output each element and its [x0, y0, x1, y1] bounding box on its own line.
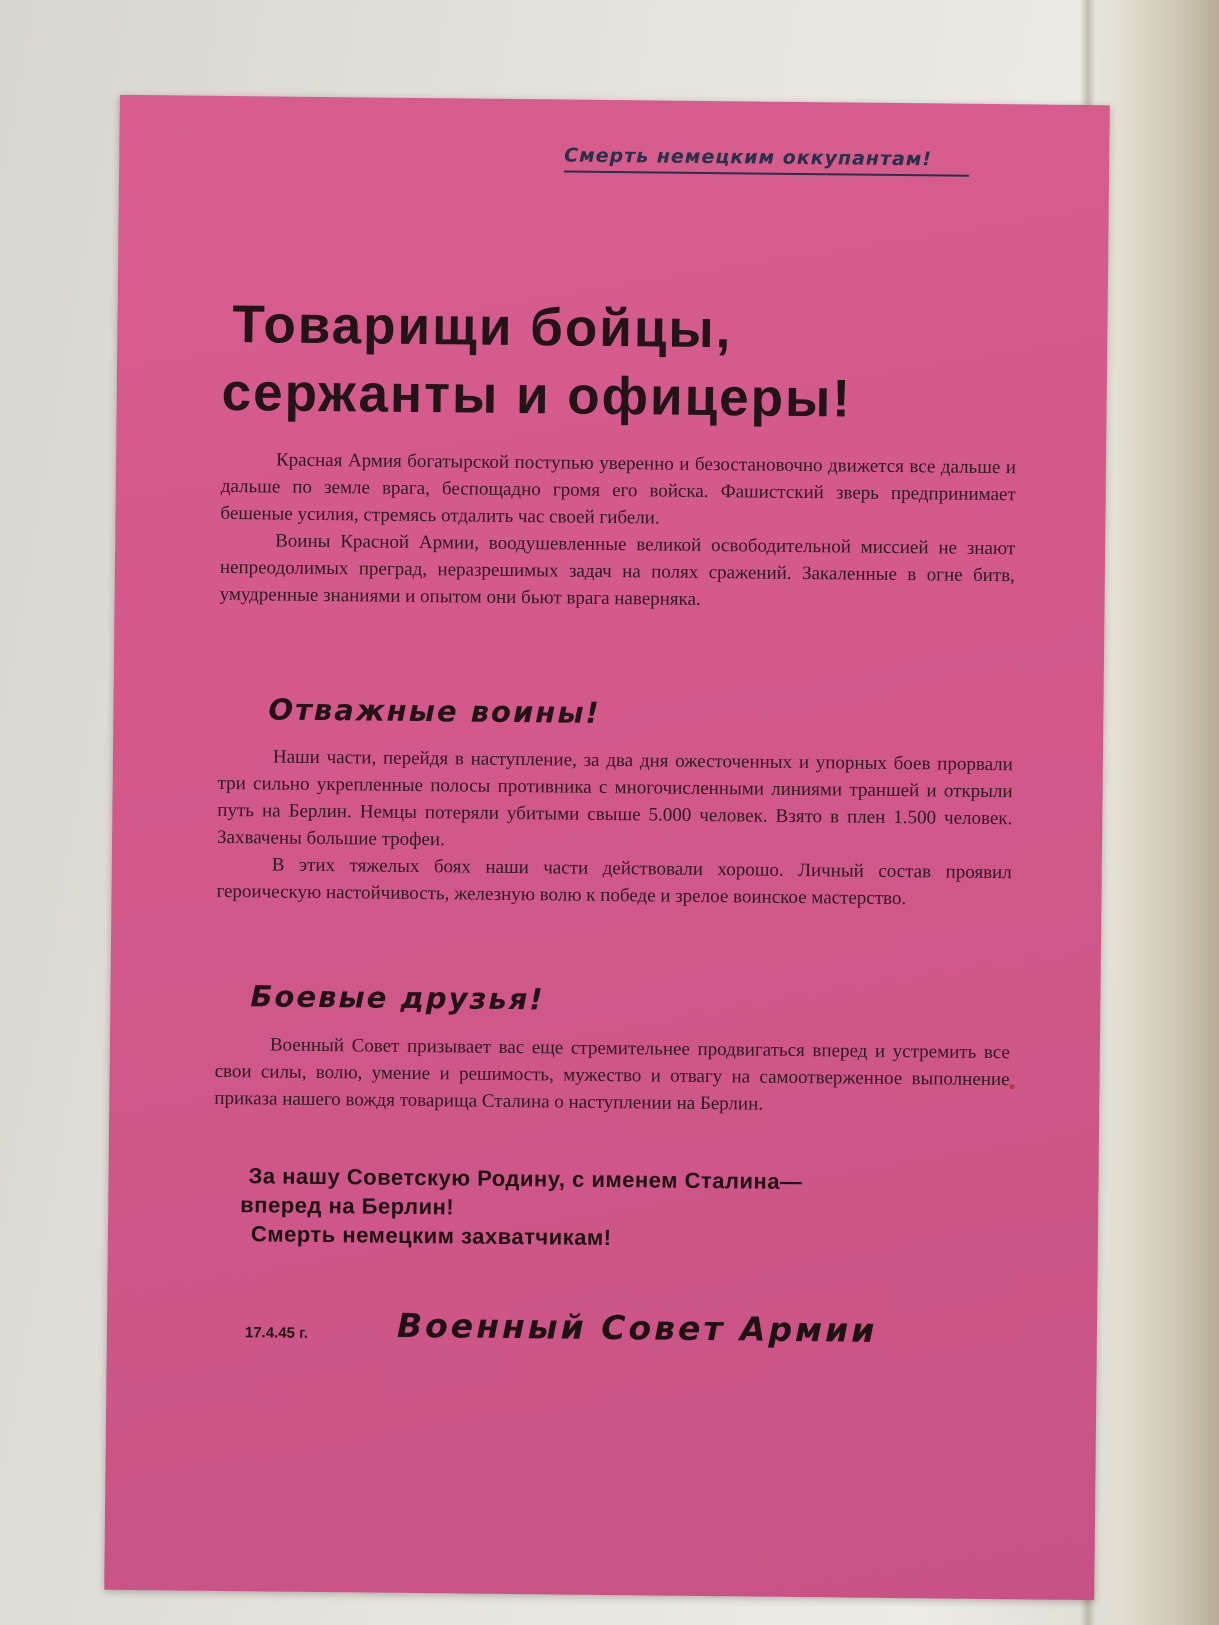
closing-line: За нашу Советскую Родину, с именем Сталина—	[248, 1163, 803, 1195]
section-3-body	[214, 1031, 1010, 1120]
issue-date: 17.4.45 г.	[244, 1324, 309, 1342]
section-1-body	[219, 446, 1016, 616]
closing-line: Смерть немецким захватчикам!	[250, 1221, 612, 1251]
leaflet-title	[221, 291, 1012, 435]
signature: Военный Совет Армии	[396, 1305, 878, 1350]
subheading-combat-friends: Боевые друзья!	[250, 979, 545, 1017]
paragraph: Наши части, перейдя в наступление, за два дня ожесточенных и упорных боев прорвали три сильно укрепленные полосы противника с многочисленными линиями траншей и открыли путь на Берлин. Немцы потеряли убитыми свыше 5.000 человек. Взято в плен 1.500 человек. Захвачены большие трофеи.	[216, 746, 1013, 851]
closing-appeal	[240, 1161, 1009, 1256]
top-slogan: Смерть немецким оккупантам!	[564, 145, 969, 177]
paragraph: Военный Совет призывает вас еще стремительнее продвигаться вперед и устремить все свои силы, волю, умение и решимость, мужество и отвагу на самоотверженное выполнение приказа нашего вождя товарища Сталина о наступлении на Берлин.	[214, 1034, 1010, 1115]
section-2-body	[216, 743, 1013, 913]
paragraph: Красная Армия богатырской поступью уверенно и безостановочно движется все дальше и дальше по земле врага, беспощадно громя его войска. Фашистский зверь предпринимает бешеные усилия, стремясь отдалить час своей гибели.	[220, 449, 1017, 529]
title-line-1: Товарищи бойцы,	[232, 295, 733, 360]
leaflet	[104, 95, 1110, 1600]
paper-speck	[1009, 1084, 1014, 1089]
subheading-brave-warriors: Отважные воины!	[268, 692, 601, 730]
title-line-2: сержанты и офицеры!	[221, 362, 853, 429]
closing-line: вперед на Берлин!	[240, 1192, 455, 1220]
paragraph: Воины Красной Армии, воодушевленные великой освободительной миссией не знают непреодолимых преград, неразрешимых задач на полях сражений. Закаленные в огне битв, умудренные знаниями и опытом они бьют врага наверняка.	[219, 530, 1016, 610]
paragraph: В этих тяжелых боях наши части действовали хорошо. Личный состав проявил героическую настойчивость, железную волю к победе и зрелое воинское мастерство.	[216, 854, 1012, 910]
